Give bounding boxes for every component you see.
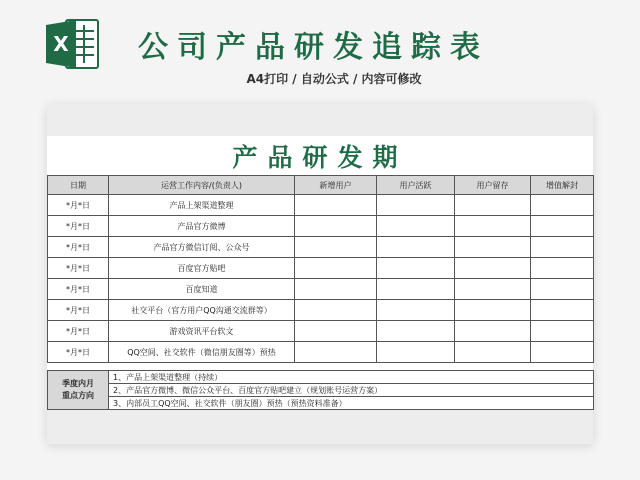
column-header: 日期 [48, 176, 109, 195]
new-users-cell[interactable] [295, 342, 377, 363]
focus-label [48, 371, 109, 410]
spreadsheet-preview [47, 104, 593, 444]
column-header: 增值解封 [531, 176, 594, 195]
value-added-cell[interactable] [531, 300, 594, 321]
value-added-cell[interactable] [531, 258, 594, 279]
header-banner [0, 0, 640, 100]
sheet-title: 产品研发期 [232, 143, 408, 172]
new-users-cell[interactable] [295, 321, 377, 342]
date-cell[interactable]: *月*日 [48, 237, 109, 258]
date-cell[interactable]: *月*日 [48, 300, 109, 321]
table-row [48, 321, 594, 342]
content-cell[interactable]: 产品官方微博 [109, 216, 295, 237]
content-cell[interactable]: 社交平台（官方用户QQ沟通交流群等） [109, 300, 295, 321]
active-users-cell[interactable] [377, 342, 455, 363]
active-users-cell[interactable] [377, 321, 455, 342]
retention-cell[interactable] [455, 300, 531, 321]
retention-cell[interactable] [455, 195, 531, 216]
excel-logo-letter: X [53, 32, 69, 56]
retention-cell[interactable] [455, 279, 531, 300]
new-users-cell[interactable] [295, 258, 377, 279]
content-cell[interactable]: 百度知道 [109, 279, 295, 300]
date-cell[interactable]: *月*日 [48, 342, 109, 363]
content-cell[interactable]: 百度官方贴吧 [109, 258, 295, 279]
content-cell[interactable]: 产品官方微信订阅、公众号 [109, 237, 295, 258]
column-header: 用户留存 [455, 176, 531, 195]
column-header: 运营工作内容/(负责人) [109, 176, 295, 195]
retention-cell[interactable] [455, 321, 531, 342]
new-users-cell[interactable] [295, 216, 377, 237]
retention-cell[interactable] [455, 216, 531, 237]
table-row [48, 195, 594, 216]
date-cell[interactable]: *月*日 [48, 279, 109, 300]
active-users-cell[interactable] [377, 300, 455, 321]
new-users-cell[interactable] [295, 195, 377, 216]
page-title: 公司产品研发追踪表 [138, 30, 489, 65]
content-cell[interactable]: 游戏资讯平台软文 [109, 321, 295, 342]
new-users-cell[interactable] [295, 279, 377, 300]
active-users-cell[interactable] [377, 195, 455, 216]
table-row [48, 237, 594, 258]
value-added-cell[interactable] [531, 321, 594, 342]
table-row [48, 342, 594, 363]
column-header: 新增用户 [295, 176, 377, 195]
column-header: 用户活跃 [377, 176, 455, 195]
value-added-cell[interactable] [531, 342, 594, 363]
tracking-table [47, 175, 594, 363]
date-cell[interactable]: *月*日 [48, 195, 109, 216]
focus-label-line: 季度内月 [62, 379, 94, 388]
active-users-cell[interactable] [377, 258, 455, 279]
date-cell[interactable]: *月*日 [48, 258, 109, 279]
sheet-bottom-margin [47, 410, 593, 444]
table-row [48, 216, 594, 237]
content-cell[interactable]: 产品上架渠道整理 [109, 195, 295, 216]
table-row [48, 258, 594, 279]
value-added-cell[interactable] [531, 237, 594, 258]
date-cell[interactable]: *月*日 [48, 321, 109, 342]
excel-icon [44, 17, 100, 71]
focus-item[interactable]: 3、内部员工QQ空间、社交软件（朋友圈）预热（预热资料准备） [109, 397, 594, 410]
retention-cell[interactable] [455, 258, 531, 279]
retention-cell[interactable] [455, 342, 531, 363]
sheet-top-margin [47, 104, 593, 136]
new-users-cell[interactable] [295, 300, 377, 321]
focus-item[interactable]: 2、产品官方微博、微信公众平台、百度官方贴吧建立（规划账号运营方案） [109, 384, 594, 397]
new-users-cell[interactable] [295, 237, 377, 258]
active-users-cell[interactable] [377, 216, 455, 237]
content-cell[interactable]: QQ空间、社交软件（微信朋友圈等）预热 [109, 342, 295, 363]
table-row [48, 300, 594, 321]
focus-label-line: 重点方向 [62, 391, 94, 400]
value-added-cell[interactable] [531, 279, 594, 300]
value-added-cell[interactable] [531, 195, 594, 216]
retention-cell[interactable] [455, 237, 531, 258]
quarterly-focus-table [47, 370, 594, 410]
table-header-row [48, 176, 594, 195]
active-users-cell[interactable] [377, 237, 455, 258]
value-added-cell[interactable] [531, 216, 594, 237]
page-subtitle: A4打印 / 自动公式 / 内容可修改 [246, 72, 422, 86]
date-cell[interactable]: *月*日 [48, 216, 109, 237]
table-row [48, 279, 594, 300]
active-users-cell[interactable] [377, 279, 455, 300]
focus-item[interactable]: 1、产品上架渠道整理（持续） [109, 371, 594, 384]
